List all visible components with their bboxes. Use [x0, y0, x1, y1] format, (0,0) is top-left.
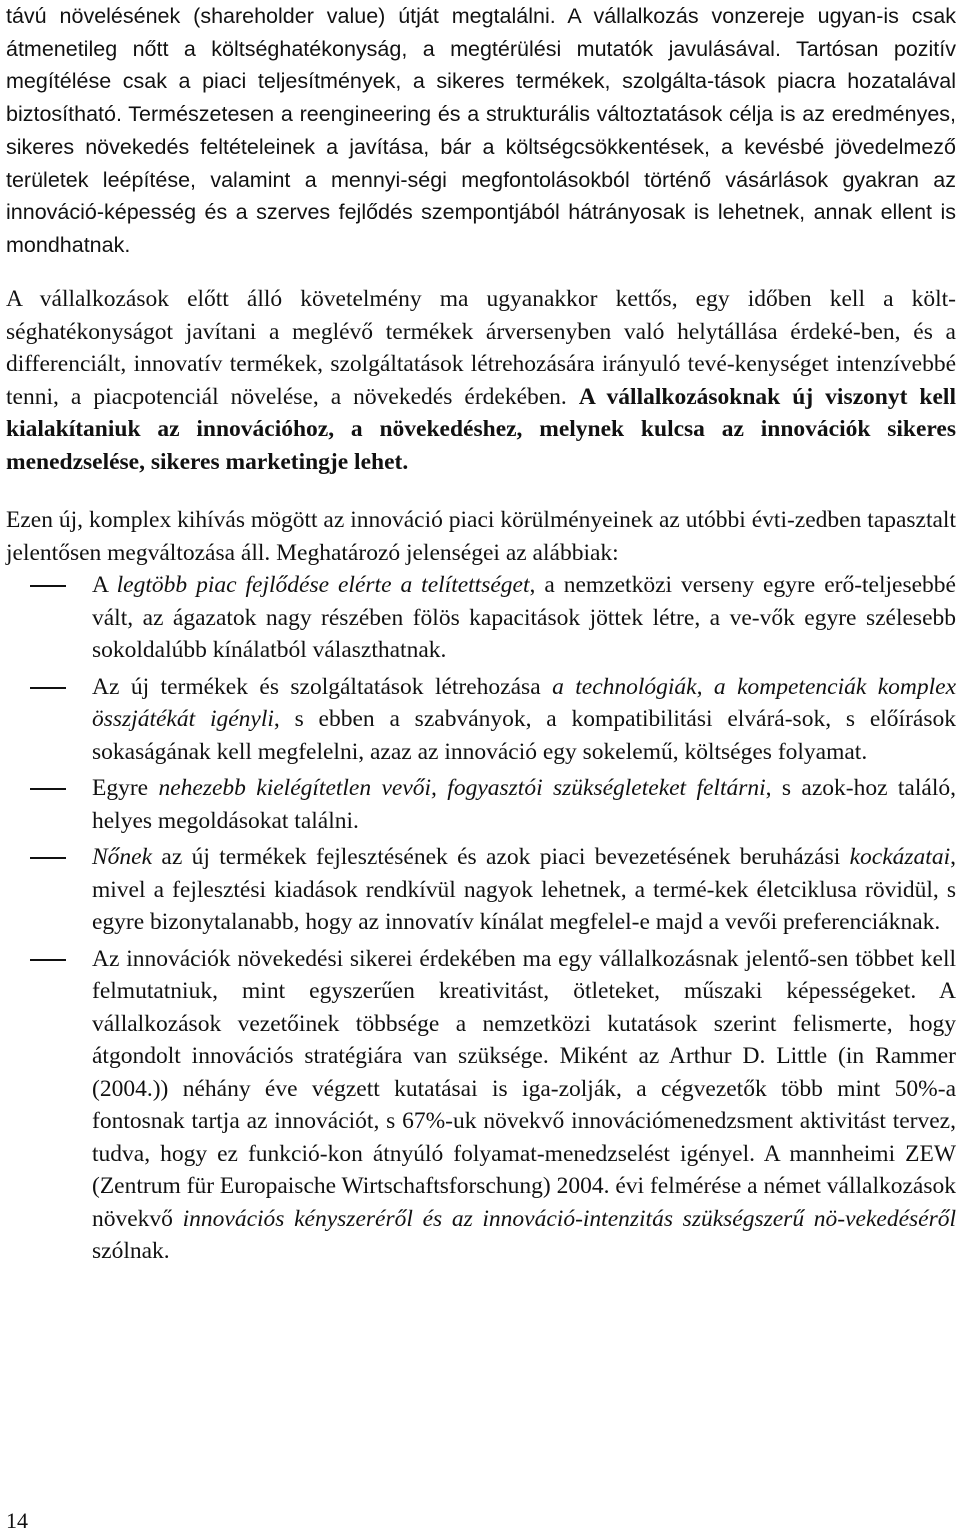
list-item [0, 943, 956, 1268]
text-run: legtöbb piac fejlődése elérte a telítettséget [116, 572, 530, 598]
paragraph-1 [6, 0, 956, 262]
list-item [0, 772, 956, 837]
list-item [0, 841, 956, 939]
dash-bullet-icon [30, 687, 66, 689]
text-run: A vállalkozások előtt álló követelmény ma ugyanakkor kettős, egy időben kell a költ-séghatékonyságot javítani a meglévő termékek árversenyben való helytállása érdeké-ben, és a differenciált, innovatív termékek, szolgáltatások létrehozására irányuló tevé-kenységet intenzívebbé tenni, a piacpotenciál növelése, a növekedés érdekében. [6, 286, 956, 410]
text-run: Nőnek [92, 844, 153, 870]
text-run: távú növelésének (shareholder value) útját megtalálni. A vállalkozás vonzereje ugyan-is csak átmenetileg nőtt a költséghatékonyság, a megtérülési mutatók javulásával. Tartósan pozitív megítélése csak a piaci teljesítmények, a sikeres termékek, szolgálta-tások piacra hozatalával biztosítható. Természetesen a reengineering és a strukturális változtatások célja is az eredményes, sikeres növekedés feltételeinek a javítása, bár a költségcsökkentések, a kevésbé jövedelmező területek leépítése, valamint a mennyi-ségi megfontolásokból történő vásárlások gyakran az innováció-képesség és a szerves fejlődés szempontjából hátrányosak is lehetnek, annak ellent is mondhatnak. [6, 4, 956, 257]
list-item-text [92, 572, 956, 663]
text-run: Egyre [92, 775, 159, 801]
list-item-text [92, 674, 956, 765]
page-number: 14 [6, 1508, 28, 1533]
text-run: , a nemzetközi verseny egyre erő-teljesebbé vált, az ágazatok nagy részében fölös kapacitások jöttek létre, a ve-vők egyre szélesebb sokoldalúbb kínálatból választhatnak. [92, 572, 956, 663]
text-run: az új termékek fejlesztésének és azok piaci bevezetésének beruházási [152, 844, 850, 870]
list-item-text [92, 946, 956, 1265]
text-run: Az új termékek és szolgáltatások létrehozása [92, 673, 553, 700]
text-run: kockázatai [849, 844, 951, 870]
dash-bullet-icon [30, 959, 66, 961]
dash-bullet-icon [30, 585, 66, 587]
text-run: nehezebb kielégítetlen vevői, fogyasztói szükségleteket feltárni [158, 775, 766, 801]
text-run: a technológiák, a kompetenciák komplex összjátékát igényli [92, 673, 956, 732]
dash-bullet-icon [30, 857, 66, 859]
paragraph-2 [6, 283, 956, 478]
bullet-list [0, 569, 960, 1272]
text-run: , s azok-hoz találó, helyes megoldásokat találni. [92, 775, 956, 834]
text-run: Ezen új, komplex kihívás mögött az innováció piaci körülményeinek az utóbbi évti-zedben tapasztalt jelentősen megváltozása áll. Meghatározó jelenségei az alábbiak: [6, 507, 956, 566]
text-run: A [92, 572, 117, 598]
text-run: , s ebben a szabványok, a kompatibilitási elvárá-sok, s előírások sokaságának kell megfelelni, azaz az innováció egy sokelemű, költséges folyamat. [92, 706, 956, 765]
list-item-text [92, 775, 956, 834]
list-item [0, 569, 956, 667]
text-run: innovációs kényszeréről és az innováció-intenzitás szükségszerű nö-vekedéséről [182, 1205, 956, 1232]
text-run: szólnak. [92, 1238, 170, 1264]
dash-bullet-icon [30, 788, 66, 790]
list-item [0, 671, 956, 769]
paragraph-3 [6, 504, 956, 569]
text-run: , mivel a fejlesztési kiadások rendkívül nagyok lehetnek, a termé-kek életciklusa rövidül, s egyre bizonytalanabb, hogy az innovatív kínálat megfelel-e majd a vevői preferenciáknak. [92, 844, 956, 935]
text-run: Az innovációk növekedési sikerei érdekében ma egy vállalkozásnak jelentő-sen többet kell felmutatniuk, mint egyszerűen kreativitást, ötleteket, műszaki képességeket. A vállalkozások vezetőinek többsége a nemzetközi kutatások szerint felismerte, hogy átgondolt innovációs stratégiára van szüksége. Miként az Arthur D. Little (in Rammer (2004.)) néhány éve végzett kutatásai is iga-zolják, a cégvezetők több mint 50%-a fontosnak tartja az innovációt, s 67%-uk növekvő innovációmenedzsment aktivitást tervez, tudva, hogy ez funkció-kon átnyúló folyamat-menedzselést igényel. A mannheimi ZEW (Zentrum für Europaische Wirtschaftsforschung) 2004. évi felmérése a német vállalkozások növekvő [92, 945, 956, 1232]
text-run: A vállalkozásoknak új viszonyt kell kialakítaniuk az innovációhoz, a növekedéshez, melynek kulcsa az innovációk sikeres menedzselése, sikeres marketingje lehet. [6, 383, 956, 475]
list-item-text [92, 844, 956, 935]
